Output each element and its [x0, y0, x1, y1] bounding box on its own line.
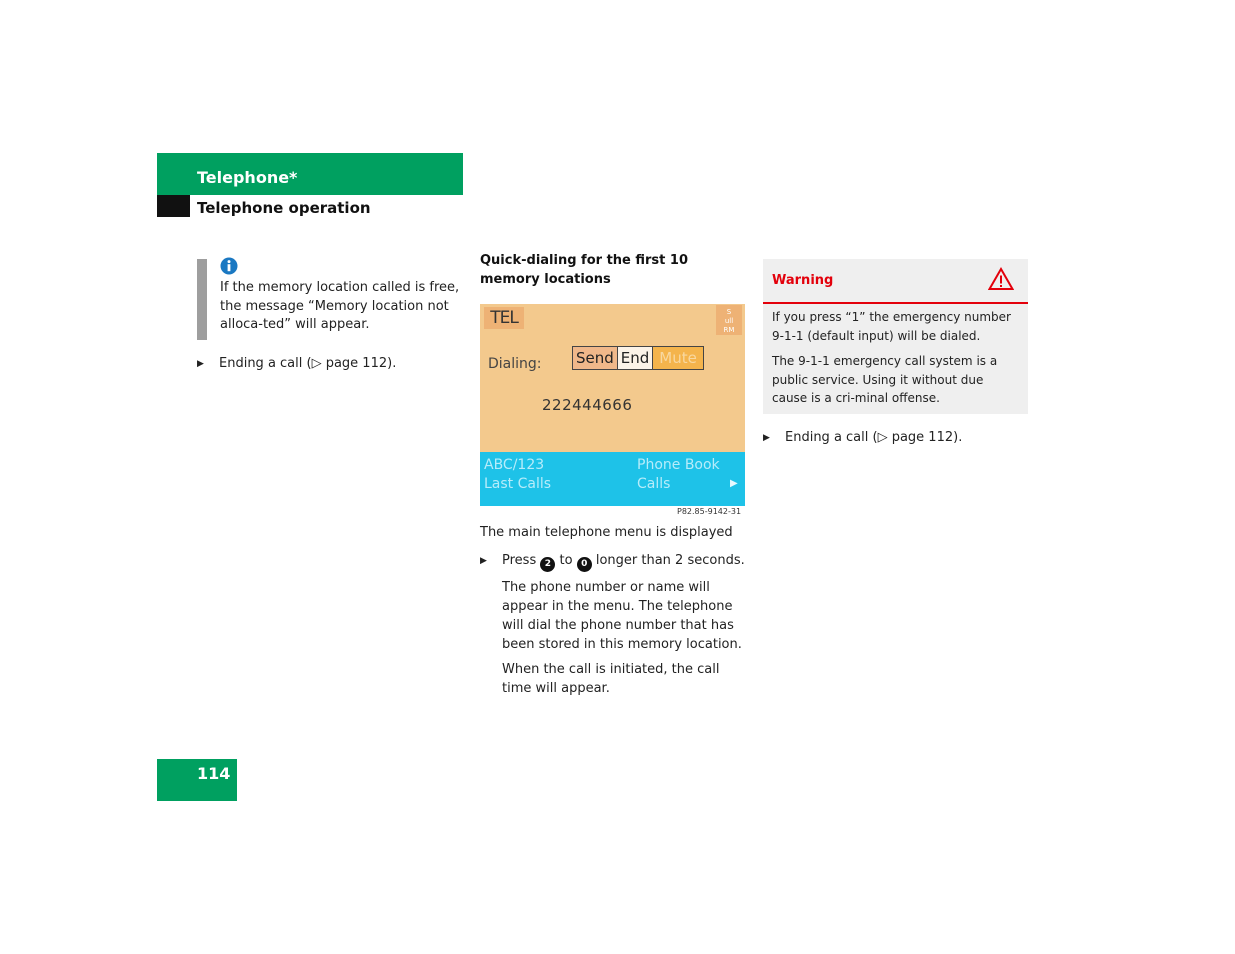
bullet-arrow-icon: ▶: [197, 359, 204, 369]
info-note-bar: [197, 259, 207, 340]
screen-tel-label: TEL: [484, 307, 524, 329]
screen-call-buttons: [572, 346, 704, 370]
key-2-icon: 2: [540, 557, 555, 572]
warning-label: Warning: [772, 273, 834, 288]
screen-send-button: Send: [573, 347, 618, 369]
image-reference-id: P82.85-9142-31: [677, 507, 742, 516]
key-0-icon: 0: [577, 557, 592, 572]
warning-offense-text: The 9-1-1 emergency call system is a public service. Using it without due cause is a cri-minal offense.: [772, 354, 998, 405]
screen-menu-arrow-icon: ▶: [730, 478, 738, 489]
screen-menu-abc: ABC/123: [484, 457, 545, 473]
dial-description: The phone number or name will appear in the menu. The telephone will dial the phone number that has been stored in this memory location.: [502, 580, 742, 652]
press-instruction: [480, 551, 745, 572]
warning-header: [763, 259, 1028, 304]
ending-call-link[interactable]: [197, 354, 396, 374]
page-number: 114: [197, 764, 231, 783]
ending-call-text: Ending a call (▷ page 112).: [219, 356, 397, 371]
quick-dial-heading: Quick-dialing for the first 10 memory locations: [480, 253, 688, 287]
info-icon: [220, 257, 238, 275]
call-time-note: When the call is initiated, the call time will appear.: [502, 662, 720, 696]
info-note-text: If the memory location called is free, the message “Memory location not alloca-ted” will appear.: [220, 280, 460, 332]
to-word: to: [559, 553, 573, 568]
screen-menu-last-calls: Last Calls: [484, 476, 552, 492]
screen-mute-button: Mute: [653, 347, 703, 369]
warning-triangle-icon: [988, 267, 1014, 291]
signal-line-2: ull: [724, 317, 734, 325]
press-rest-text: longer than 2 seconds.: [595, 553, 745, 568]
screen-dialing-label: Dialing:: [488, 356, 542, 372]
menu-caption: The main telephone menu is displayed: [480, 525, 733, 540]
warning-emergency-text: If you press “1” the emergency number 9-1-1 (default input) will be dialed.: [772, 310, 1011, 343]
ending-call-link-right[interactable]: [763, 428, 962, 448]
press-word: Press: [502, 553, 537, 568]
bullet-arrow-icon: ▶: [480, 556, 487, 566]
screen-dialed-number: 222444666: [542, 396, 633, 414]
signal-strength-icon: [716, 305, 742, 335]
screen-menu-phone-book: Phone Book: [637, 457, 720, 473]
telephone-display-image: [480, 304, 745, 506]
warning-box: [763, 259, 1028, 414]
subsection-title: Telephone operation: [197, 199, 371, 217]
bullet-arrow-icon: ▶: [763, 433, 770, 443]
signal-line-3: RM: [723, 326, 735, 334]
screen-menu-bar: [480, 452, 745, 506]
section-title: Telephone*: [197, 168, 298, 187]
ending-call-text-right: Ending a call (▷ page 112).: [785, 430, 963, 445]
subsection-marker: [157, 195, 190, 217]
screen-menu-calls: Calls: [637, 476, 671, 492]
signal-line-1: S: [726, 308, 732, 316]
screen-end-button: End: [618, 347, 654, 369]
